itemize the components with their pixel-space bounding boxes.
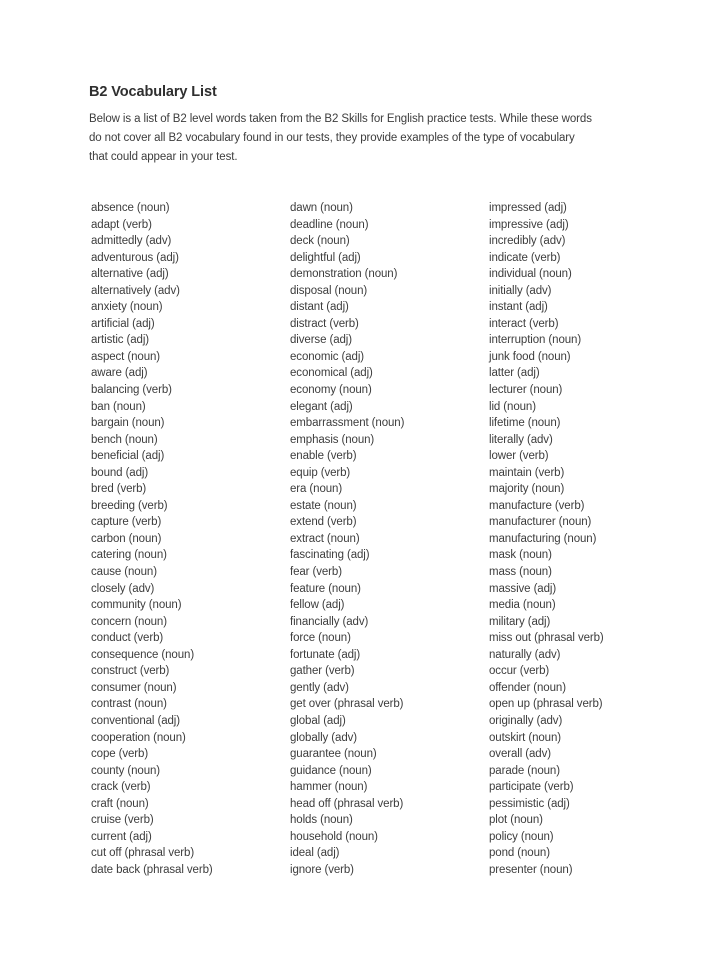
vocab-item: cut off (phrasal verb) xyxy=(91,847,195,860)
vocab-item: mass (noun) xyxy=(489,566,552,579)
vocab-columns xyxy=(91,200,604,878)
vocab-item: global (adj) xyxy=(290,714,346,727)
vocab-item: distract (verb) xyxy=(290,317,359,330)
vocab-item: interact (verb) xyxy=(489,317,559,330)
vocab-item: estate (noun) xyxy=(290,499,357,512)
vocab-item: extract (noun) xyxy=(290,532,360,545)
vocab-item: junk food (noun) xyxy=(489,350,571,363)
vocab-item: military (adj) xyxy=(489,615,551,628)
vocab-item: household (noun) xyxy=(290,830,378,843)
vocab-item: interruption (noun) xyxy=(489,334,582,347)
vocab-item: equip (verb) xyxy=(290,466,351,479)
vocab-item: manufacture (verb) xyxy=(489,499,585,512)
vocab-column-3 xyxy=(489,200,604,878)
vocab-item: hammer (noun) xyxy=(290,781,368,794)
vocab-item: delightful (adj) xyxy=(290,251,361,264)
intro-line: that could appear in your test. xyxy=(89,151,238,163)
vocab-item: policy (noun) xyxy=(489,830,554,843)
vocab-item: bred (verb) xyxy=(91,483,147,496)
vocab-item: bound (adj) xyxy=(91,466,149,479)
vocab-item: economic (adj) xyxy=(290,350,365,363)
vocab-item: lifetime (noun) xyxy=(489,417,561,430)
vocab-item: offender (noun) xyxy=(489,681,566,694)
vocab-item: cause (noun) xyxy=(91,566,157,579)
vocab-item: fascinating (adj) xyxy=(290,549,370,562)
vocab-item: conduct (verb) xyxy=(91,632,164,645)
vocab-item: bargain (noun) xyxy=(91,417,165,430)
vocab-item: closely (adv) xyxy=(91,582,155,595)
vocab-item: parade (noun) xyxy=(489,764,560,777)
vocab-item: gently (adv) xyxy=(290,681,349,694)
vocab-item: extend (verb) xyxy=(290,516,357,529)
vocab-item: construct (verb) xyxy=(91,665,170,678)
vocab-item: majority (noun) xyxy=(489,483,565,496)
vocab-item: cooperation (noun) xyxy=(91,731,186,744)
vocab-item: manufacturer (noun) xyxy=(489,516,592,529)
vocab-item: maintain (verb) xyxy=(489,466,565,479)
vocab-item: guarantee (noun) xyxy=(290,748,377,761)
vocab-item: demonstration (noun) xyxy=(290,268,398,281)
vocab-item: occur (verb) xyxy=(489,665,550,678)
vocab-item: absence (noun) xyxy=(91,202,170,214)
vocab-item: enable (verb) xyxy=(290,450,357,463)
vocab-item: pond (noun) xyxy=(489,847,550,860)
vocab-item: overall (adv) xyxy=(489,748,551,761)
vocab-column-2 xyxy=(290,200,489,878)
vocab-item: fortunate (adj) xyxy=(290,648,361,661)
vocab-item: elegant (adj) xyxy=(290,400,353,413)
vocab-item: lid (noun) xyxy=(489,400,536,413)
vocab-item: lower (verb) xyxy=(489,450,549,463)
vocab-item: aspect (noun) xyxy=(91,350,161,363)
vocab-item: fear (verb) xyxy=(290,566,342,579)
intro-line: Below is a list of B2 level words taken from the B2 Skills for English practice tests. While these words xyxy=(89,113,592,125)
vocab-item: consequence (noun) xyxy=(91,648,195,661)
vocab-item: holds (noun) xyxy=(290,814,353,827)
vocab-item: conventional (adj) xyxy=(91,714,180,727)
vocab-item: participate (verb) xyxy=(489,781,574,794)
vocab-item: impressed (adj) xyxy=(489,202,567,214)
vocab-item: instant (adj) xyxy=(489,301,548,314)
vocab-item: carbon (noun) xyxy=(91,532,162,545)
vocab-item: originally (adv) xyxy=(489,714,563,727)
vocab-item: manufacturing (noun) xyxy=(489,532,597,545)
vocab-item: literally (adv) xyxy=(489,433,553,446)
vocab-item: current (adj) xyxy=(91,830,152,843)
vocab-item: anxiety (noun) xyxy=(91,301,163,314)
vocab-item: disposal (noun) xyxy=(290,284,368,297)
vocab-item: consumer (noun) xyxy=(91,681,177,694)
vocab-item: cope (verb) xyxy=(91,748,149,761)
vocab-item: artistic (adj) xyxy=(91,334,150,347)
vocab-item: massive (adj) xyxy=(489,582,557,595)
vocab-item: diverse (adj) xyxy=(290,334,352,347)
vocab-item: pessimistic (adj) xyxy=(489,797,570,810)
vocab-item: financially (adv) xyxy=(290,615,369,628)
vocab-item: ban (noun) xyxy=(91,400,146,413)
vocab-item: individual (noun) xyxy=(489,268,572,281)
vocab-item: economy (noun) xyxy=(290,384,372,397)
vocab-item: catering (noun) xyxy=(91,549,167,562)
vocab-item: guidance (noun) xyxy=(290,764,372,777)
vocab-item: latter (adj) xyxy=(489,367,540,380)
vocab-item: bench (noun) xyxy=(91,433,158,446)
page-title: B2 Vocabulary List xyxy=(89,84,217,100)
vocab-item: emphasis (noun) xyxy=(290,433,375,446)
vocab-item: artificial (adj) xyxy=(91,317,155,330)
vocab-item: feature (noun) xyxy=(290,582,361,595)
vocab-item: admittedly (adv) xyxy=(91,235,172,248)
vocab-item: date back (phrasal verb) xyxy=(91,863,213,876)
vocab-item: economical (adj) xyxy=(290,367,373,380)
vocab-item: ignore (verb) xyxy=(290,863,354,876)
vocab-item: alternative (adj) xyxy=(91,268,169,281)
vocab-item: lecturer (noun) xyxy=(489,384,563,397)
vocab-item: concern (noun) xyxy=(91,615,167,628)
vocab-item: initially (adv) xyxy=(489,284,552,297)
vocab-item: balancing (verb) xyxy=(91,384,172,397)
vocab-item: naturally (adv) xyxy=(489,648,561,661)
vocab-item: open up (phrasal verb) xyxy=(489,698,603,711)
vocab-item: head off (phrasal verb) xyxy=(290,797,404,810)
vocab-column-1 xyxy=(91,200,290,878)
vocab-item: dawn (noun) xyxy=(290,202,353,214)
vocab-item: county (noun) xyxy=(91,764,161,777)
vocab-item: distant (adj) xyxy=(290,301,349,314)
vocab-item: adapt (verb) xyxy=(91,218,152,231)
vocab-item: adventurous (adj) xyxy=(91,251,179,264)
vocab-item: capture (verb) xyxy=(91,516,162,529)
vocab-item: craft (noun) xyxy=(91,797,149,810)
vocab-item: indicate (verb) xyxy=(489,251,561,264)
vocab-item: embarrassment (noun) xyxy=(290,417,405,430)
vocab-item: globally (adv) xyxy=(290,731,357,744)
vocab-item: presenter (noun) xyxy=(489,863,573,876)
vocab-item: contrast (noun) xyxy=(91,698,167,711)
vocab-item: miss out (phrasal verb) xyxy=(489,632,604,645)
vocab-item: cruise (verb) xyxy=(91,814,154,827)
vocab-item: era (noun) xyxy=(290,483,343,496)
intro-line: do not cover all B2 vocabulary found in our tests, they provide examples of the type of vocabulary xyxy=(89,132,575,144)
vocab-item: alternatively (adv) xyxy=(91,284,180,297)
vocab-item: breeding (verb) xyxy=(91,499,168,512)
vocab-item: plot (noun) xyxy=(489,814,543,827)
intro-paragraph xyxy=(89,110,592,167)
vocab-item: outskirt (noun) xyxy=(489,731,562,744)
vocab-item: get over (phrasal verb) xyxy=(290,698,404,711)
vocab-item: media (noun) xyxy=(489,599,556,612)
vocab-item: fellow (adj) xyxy=(290,599,345,612)
vocab-item: ideal (adj) xyxy=(290,847,340,860)
vocab-item: force (noun) xyxy=(290,632,351,645)
vocab-item: deadline (noun) xyxy=(290,218,369,231)
vocab-item: aware (adj) xyxy=(91,367,148,380)
vocab-item: community (noun) xyxy=(91,599,182,612)
vocab-item: impressive (adj) xyxy=(489,218,569,231)
vocab-item: beneficial (adj) xyxy=(91,450,165,463)
vocab-item: deck (noun) xyxy=(290,235,350,248)
vocab-item: crack (verb) xyxy=(91,781,151,794)
vocab-item: mask (noun) xyxy=(489,549,552,562)
vocab-item: gather (verb) xyxy=(290,665,355,678)
vocab-item: incredibly (adv) xyxy=(489,235,566,248)
